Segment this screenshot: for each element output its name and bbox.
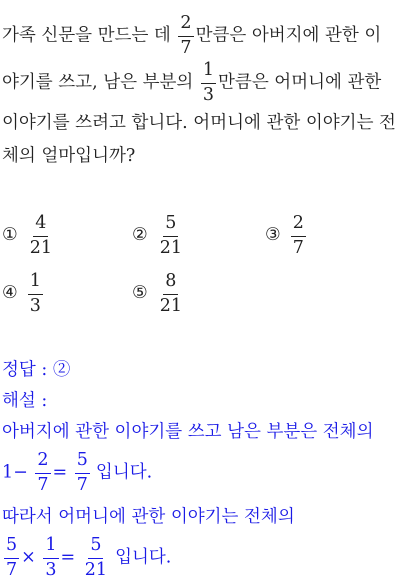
explanation-line-1: 아버지에 관한 이야기를 쓰고 남은 부분은 전체의: [2, 422, 374, 442]
fraction: $\frac{5}{21}$: [159, 213, 182, 258]
fraction: $\frac{1}{3}$: [202, 60, 215, 105]
question-line-4: 체의 얼마입니까?: [2, 146, 136, 166]
choice-5[interactable]: [132, 273, 186, 315]
fraction: $\frac{5}{7}$: [6, 535, 18, 580]
question-line-2: [2, 62, 381, 104]
question-text: 만큼은 아버지에 관한 이: [195, 25, 382, 46]
fraction: $\frac{2}{7}$: [180, 13, 192, 58]
question-text: 가족 신문을 만드는 데: [2, 25, 171, 46]
fraction: $\frac{5}{7}$: [76, 450, 88, 495]
question-line-1: [2, 15, 381, 57]
choice-mark: ⑤: [132, 283, 148, 304]
choice-4[interactable]: [2, 273, 45, 315]
fraction: $\frac{4}{21}$: [29, 213, 52, 258]
answer-label: 정답 : ②: [2, 360, 71, 380]
fraction: $\frac{2}{7}$: [37, 450, 49, 495]
explanation-equation-1: 1− $\frac{2}{7}$ = $\frac{5}{7}$ 입니다.: [2, 450, 153, 495]
question-text: 야기를 쓰고, 남은 부분의: [2, 72, 194, 93]
explanation-line-3: 따라서 어머니에 관한 이야기는 전체의: [2, 507, 295, 527]
choice-mark: ①: [2, 225, 18, 246]
choice-mark: ②: [132, 225, 148, 246]
choice-1[interactable]: [2, 215, 56, 257]
explanation-equation-2: $\frac{5}{7}$ × $\frac{1}{3}$ = $\frac{5}{21}$ 입니다.: [6, 535, 172, 580]
choice-2[interactable]: [132, 215, 186, 257]
question-line-3: 이야기를 쓰려고 합니다. 어머니에 관한 이야기는 전: [2, 113, 396, 133]
fraction: $\frac{5}{21}$: [84, 535, 108, 580]
explanation-label: 해설 :: [2, 391, 48, 411]
question-text: 만큼은 어머니에 관한: [218, 72, 382, 93]
choice-mark: ④: [2, 283, 18, 304]
choice-3[interactable]: [265, 215, 308, 257]
choice-mark: ③: [265, 225, 281, 246]
fraction: $\frac{2}{7}$: [292, 213, 304, 258]
fraction: $\frac{1}{3}$: [29, 271, 41, 316]
fraction: $\frac{1}{3}$: [45, 535, 57, 580]
fraction: $\frac{8}{21}$: [159, 271, 182, 316]
